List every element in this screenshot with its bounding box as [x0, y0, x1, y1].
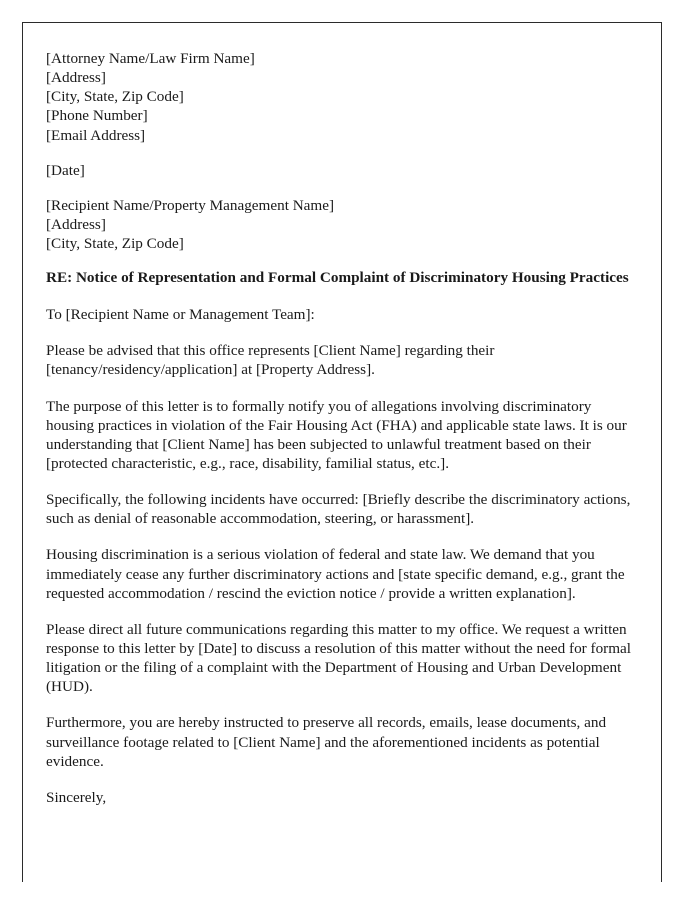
- sender-address-line: [City, State, Zip Code]: [46, 88, 184, 106]
- closing-line: Sincerely,: [46, 788, 107, 806]
- body-paragraph: Housing discrimination is a serious violation of federal and state law. We demand that you immediately cease any further discriminatory actions and [state specific demand, e.g., grant the requested accommodation / rescind the eviction notice / provide a written explanation].: [46, 546, 625, 602]
- salutation: To [Recipient Name or Management Team]:: [46, 306, 315, 324]
- recipient-address-line: [Recipient Name/Property Management Name]: [46, 196, 335, 214]
- recipient-address-line: [City, State, Zip Code]: [46, 235, 184, 253]
- body-paragraph: Please direct all future communications regarding this matter to my office. We request a written response to this letter by [Date] to discuss a resolution of this matter without the need for formal litigation or the filing of a complaint with the Department of Housing and Urban Development (HUD).: [46, 620, 632, 696]
- letter-content: [46, 49, 639, 807]
- sender-address-line: [Phone Number]: [46, 107, 148, 125]
- body-paragraph: Specifically, the following incidents have occurred: [Briefly describe the discriminatory actions, such as denial of reasonable accommodation, steering, or harassment].: [46, 491, 631, 528]
- date-line: [Date]: [46, 161, 85, 179]
- sender-address-block: [46, 49, 639, 145]
- recipient-address-line: [Address]: [46, 215, 106, 233]
- recipient-address-block: [46, 196, 639, 253]
- sender-address-line: [Address]: [46, 69, 106, 87]
- body-paragraph: Please be advised that this office represents [Client Name] regarding their [tenancy/residency/application] at [Property Address].: [46, 342, 495, 379]
- body-paragraph: Furthermore, you are hereby instructed to preserve all records, emails, lease documents, and surveillance footage related to [Client Name] and the aforementioned incidents as potential evidence.: [46, 714, 607, 770]
- sender-address-line: [Attorney Name/Law Firm Name]: [46, 50, 255, 67]
- document-page: [22, 22, 662, 882]
- subject-line: RE: Notice of Representation and Formal Complaint of Discriminatory Housing Practices: [46, 269, 629, 287]
- body-paragraph: The purpose of this letter is to formally notify you of allegations involving discriminatory housing practices in violation of the Fair Housing Act (FHA) and applicable state laws. It is our understanding that [Client Name] has been subjected to unlawful treatment based on their [protected characteristic, e.g., race, disability, familial status, etc.].: [46, 397, 627, 472]
- sender-address-line: [Email Address]: [46, 126, 146, 144]
